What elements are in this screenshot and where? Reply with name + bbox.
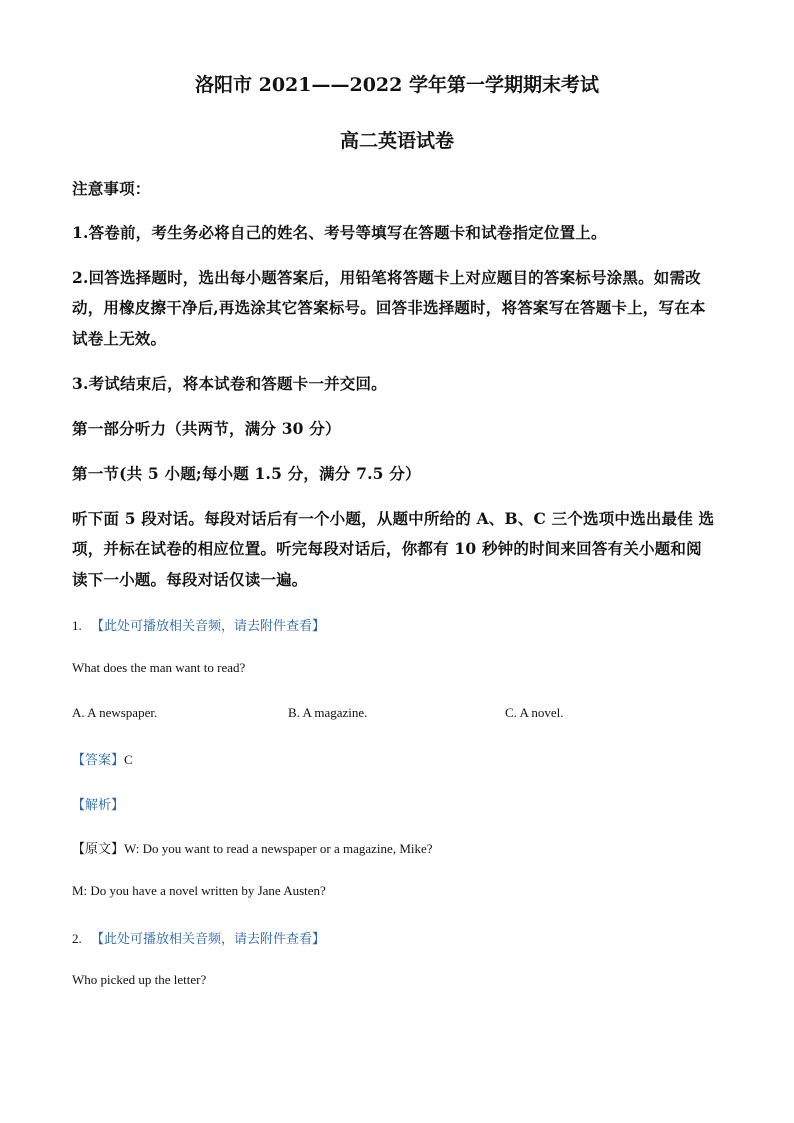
notice-item-1: 1.答卷前，考生务必将自己的姓名、考号等填写在答题卡和试卷指定位置上。 <box>72 223 607 242</box>
notice-item-2-line-2: 动，用橡皮擦干净后,再选涂其它答案标号。回答非选择题时，将答案写在答题卡上，写在本 <box>72 298 706 317</box>
original-w-line: W: Do you want to read a newspaper or a magazine, Mike? <box>124 841 433 856</box>
question-1-option-a: A. A newspaper. <box>72 705 158 720</box>
question-1-audio-row <box>72 615 325 634</box>
original-tag: 【原文】 <box>72 841 125 856</box>
instructions-line-2: 项，并标在试卷的相应位置。听完每段对话后，你都有 10 秒钟的时间来回答有关小题和阅 <box>72 539 702 558</box>
notice-heading: 注意事项： <box>72 179 151 198</box>
question-1-option-c: C. A novel. <box>505 705 564 720</box>
original-text-w <box>72 838 433 857</box>
analysis-tag: 【解析】 <box>72 797 125 812</box>
instructions-line-1: 听下面 5 段对话。每段对话后有一个小题，从题中所给的 A、B、C 三个选项中选出最佳 选 <box>72 509 715 528</box>
question-1-answer-row <box>72 749 133 768</box>
question-2-number: 2. <box>72 931 82 946</box>
question-2-text: Who picked up the letter? <box>72 972 207 987</box>
answer-value: C <box>124 752 133 767</box>
question-1-text: What does the man want to read? <box>72 660 246 675</box>
answer-tag: 【答案】 <box>72 752 125 767</box>
question-1-audio-note[interactable]: 【此处可播放相关音频，请去附件查看】 <box>91 618 326 633</box>
question-2-audio-row <box>72 928 325 947</box>
notice-item-3: 3.考试结束后，将本试卷和答题卡一并交回。 <box>72 374 387 393</box>
question-2-audio-note[interactable]: 【此处可播放相关音频，请去附件查看】 <box>91 931 326 946</box>
notice-item-2-line-3: 试卷上无效。 <box>72 329 167 348</box>
exam-subtitle: 高二英语试卷 <box>339 130 454 152</box>
notice-item-2-line-1: 2.回答选择题时，选出每小题答案后，用铅笔将答题卡上对应题目的答案标号涂黑。如需改 <box>72 268 701 287</box>
section-1-heading: 第一节(共 5 小题;每小题 1.5 分，满分 7.5 分） <box>72 464 421 483</box>
question-1-option-b: B. A magazine. <box>288 705 368 720</box>
instructions-line-3: 读下一小题。每段对话仅读一遍。 <box>72 570 308 589</box>
original-text-m: M: Do you have a novel written by Jane Austen? <box>72 883 326 898</box>
question-1-number: 1. <box>72 618 82 633</box>
part-1-heading: 第一部分听力（共两节，满分 30 分） <box>72 419 341 438</box>
exam-title: 洛阳市 2021——2022 学年第一学期期末考试 <box>195 74 599 96</box>
